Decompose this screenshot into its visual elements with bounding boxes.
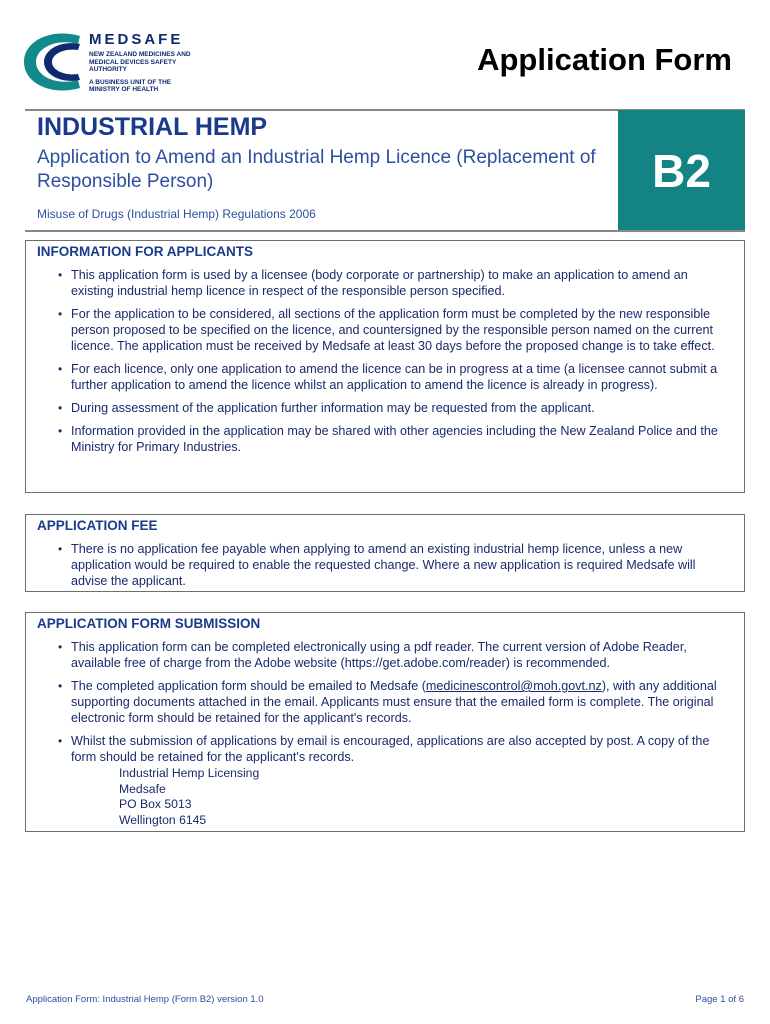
list-item: • For each licence, only one application to amend the licence can be in progress at a time (a licensee cannot submit a further application to amend the licence whilst an application to amend the licence is already in progress). [58, 362, 718, 392]
list-item: • This application form can be completed electronically using a pdf reader. The current version of Adobe Reader, available free of charge from the Adobe website (https://get.adobe.com/reader) is recommended. [58, 640, 687, 670]
bullet-icon: • [58, 542, 63, 556]
info-heading: INFORMATION FOR APPLICANTS [37, 244, 253, 259]
medsafe-swoosh-icon [22, 30, 92, 94]
logo-subtitle-2: A BUSINESS UNIT OF THE MINISTRY OF HEALTH [89, 78, 172, 93]
bullet-icon: • [58, 679, 63, 693]
list-item: • For the application to be considered, all sections of the application form must be completed by the new responsible person proposed to be specified on the licence, and countersigned by the responsible person named on the current licence. The application must be received by Medsafe at least 30 days before the proposed change is to take effect. [58, 307, 715, 353]
info-section [25, 240, 745, 493]
list-item: • This application form is used by a licensee (body corporate or partnership) to make an application to amend an existing industrial hemp licence in respect of the responsible person specified. [58, 268, 688, 298]
form-code: B2 [652, 145, 711, 197]
list-item: • Information provided in the application may be shared with other agencies including the New Zealand Police and the Ministry for Primary Industries. [58, 424, 718, 454]
logo-subtitle: NEW ZEALAND MEDICINES AND MEDICAL DEVICES SAFETY AUTHORITY [89, 51, 191, 73]
logo-wordmark: MEDSAFE [89, 31, 184, 48]
list-item: • Whilst the submission of applications by email is encouraged, applications are also accepted by post. A copy of the form should be retained for the applicant's records. [58, 734, 710, 764]
bullet-icon: • [58, 362, 63, 376]
page-title: INDUSTRIAL HEMP [37, 113, 268, 141]
submission-list [26, 639, 726, 765]
footer-page-number: Page 1 of 6 [695, 994, 744, 1005]
address-line: Medsafe [119, 781, 166, 796]
info-list [26, 267, 726, 462]
list-item: • The completed application form should be emailed to Medsafe (medicinescontrol@moh.govt.nz), with any additional supporting documents attached in the email. Applicants must ensure that the emailed form is complete. The original electronic form should be retained for the applicant's records. [58, 679, 717, 725]
bullet-icon: • [58, 424, 63, 438]
bullet-icon: • [58, 734, 63, 748]
email-link[interactable]: medicinescontrol@moh.govt.nz [425, 679, 602, 693]
bullet-icon: • [58, 268, 63, 282]
divider-bottom [25, 230, 745, 232]
logo-text [89, 32, 199, 94]
medsafe-logo [22, 30, 222, 94]
form-code-badge [618, 110, 745, 230]
postal-address [26, 766, 259, 828]
bullet-icon: • [58, 307, 63, 321]
bullet-icon: • [58, 640, 63, 654]
submission-section [25, 612, 745, 832]
fee-section [25, 514, 745, 592]
address-line: PO Box 5013 [119, 797, 192, 811]
page-subtitle: Application to Amend an Industrial Hemp Licence (Replacement of Responsible Person) [37, 147, 596, 192]
fee-list [26, 541, 726, 596]
list-item: • There is no application fee payable when applying to amend an existing industrial hemp licence, unless a new application would be required to enable the requested change. Where a new application is required Medsafe will advise the applicant. [58, 542, 696, 588]
form-title: Application Form [477, 42, 732, 77]
regulations-line: Misuse of Drugs (Industrial Hemp) Regulations 2006 [37, 207, 316, 221]
bullet-icon: • [58, 401, 63, 415]
fee-heading: APPLICATION FEE [37, 518, 158, 533]
address-line: Wellington 6145 [119, 812, 207, 827]
list-item: • During assessment of the application further information may be requested from the applicant. [58, 401, 595, 415]
submission-heading: APPLICATION FORM SUBMISSION [37, 616, 261, 631]
footer-form-version: Application Form: Industrial Hemp (Form B2) version 1.0 [26, 994, 264, 1005]
address-line: Industrial Hemp Licensing [119, 766, 260, 780]
